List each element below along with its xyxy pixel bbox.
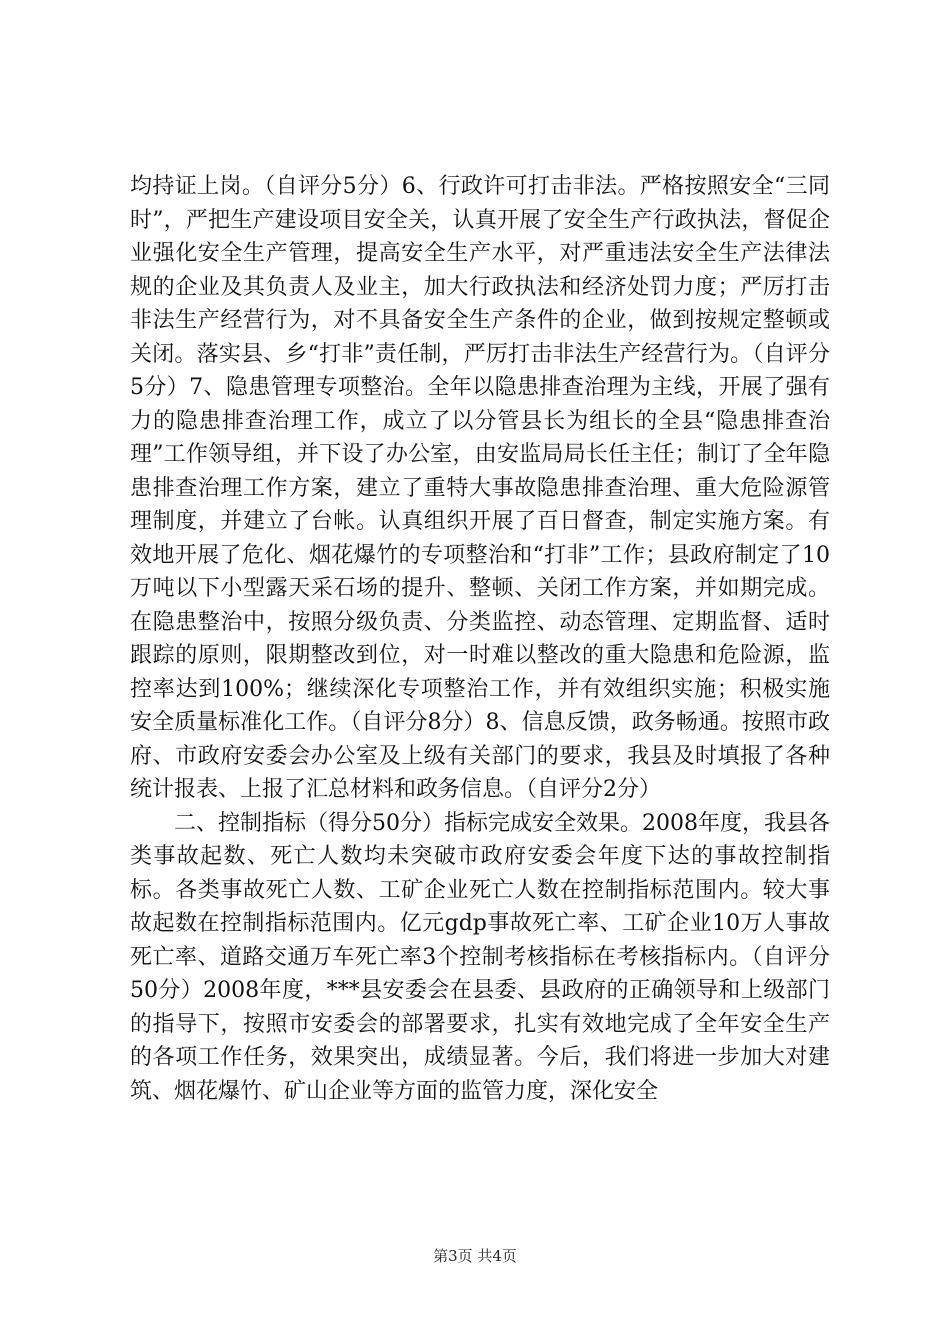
- page-footer: 第3页 共4页: [433, 1247, 517, 1265]
- document-body: [130, 170, 830, 1108]
- body-paragraph-1: 均持证上岗。（自评分5分）6、行政许可打击非法。严格按照安全“三同时”，严把生产建设项目安全关，认真开展了安全生产行政执法，督促企业强化安全生产管理，提高安全生产水平，对严重违法安全生产法律法规的企业及其负责人及业主，加大行政执法和经济处罚力度；严厉打击非法生产经营行为，对不具备安全生产条件的企业，做到按规定整顿或关闭。落实县、乡“打非”责任制，严厉打击非法生产经营行为。（自评分5分）7、隐患管理专项整治。全年以隐患排查治理为主线，开展了强有力的隐患排查治理工作，成立了以分管县长为组长的全县“隐患排查治理”工作领导组，并下设了办公室，由安监局局长任主任；制订了全年隐患排查治理工作方案，建立了重特大事故隐患排查治理、重大危险源管理制度，并建立了台帐。认真组织开展了百日督查，制定实施方案。有效地开展了危化、烟花爆竹的专项整治和“打非”工作；县政府制定了10万吨以下小型露天采石场的提升、整顿、关闭工作方案，并如期完成。在隐患整治中，按照分级负责、分类监控、动态管理、定期监督、适时跟踪的原则，限期整改到位，对一时难以整改的重大隐患和危险源，监控率达到100%；继续深化专项整治工作，并有效组织实施；积极实施安全质量标准化工作。（自评分8分）8、信息反馈，政务畅通。按照市政府、市政府安委会办公室及上级有关部门的要求，我县及时填报了各种统计报表、上报了汇总材料和政务信息。（自评分2分）: [130, 174, 830, 802]
- body-paragraph-2: 二、控制指标（得分50分）指标完成安全效果。2008年度，我县各类事故起数、死亡人数均未突破市政府安委会年度下达的事故控制指标。各类事故死亡人数、工矿企业死亡人数在控制指标范围内。较大事故起数在控制指标范围内。亿元gdp事故死亡率、工矿企业10万人事故死亡率、道路交通万车死亡率3个控制考核指标在考核指标内。（自评分50分）2008年度，***县安委会在县委、县政府的正确领导和上级部门的指导下，按照市安委会的部署要求，扎实有效地完成了全年安全生产的各项工作任务，效果突出，成绩显著。今后，我们将进一步加大对建筑、烟花爆竹、矿山企业等方面的监管力度，深化安全: [130, 810, 831, 1104]
